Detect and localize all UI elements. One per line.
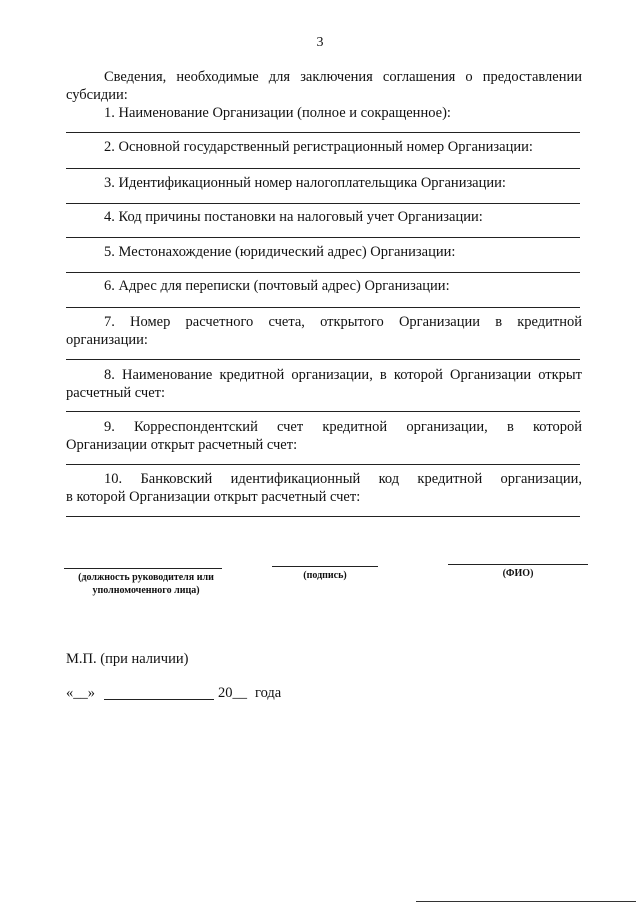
date-day: «__» bbox=[66, 685, 95, 701]
item-4-label: 4. Код причины постановки на налоговый учет Организации: bbox=[104, 209, 483, 225]
bottom-scan-line bbox=[416, 901, 636, 902]
item-9-field-line bbox=[66, 464, 580, 465]
item-5-label: 5. Местонахождение (юридический адрес) Организации: bbox=[104, 244, 456, 260]
item-7-field-line bbox=[66, 359, 580, 360]
item-7-label-line-2: организации: bbox=[66, 332, 148, 348]
signature-caption: (подпись) bbox=[303, 570, 347, 581]
item-6-field-line bbox=[66, 307, 580, 308]
signature-line bbox=[272, 566, 378, 567]
page-number: 3 bbox=[316, 35, 324, 50]
item-8-label-line-2: расчетный счет: bbox=[66, 385, 166, 401]
item-4-field-line bbox=[66, 237, 580, 238]
item-5-field-line bbox=[66, 272, 580, 273]
stamp-label: М.П. (при наличии) bbox=[66, 651, 189, 667]
item-8-field-line bbox=[66, 411, 580, 412]
item-2-label: 2. Основной государственный регистрационный номер Организации: bbox=[104, 139, 533, 155]
item-10-field-line bbox=[66, 516, 580, 517]
position-caption-line-2: уполномоченного лица) bbox=[92, 585, 200, 596]
item-9-label-line-2: Организации открыт расчетный счет: bbox=[66, 437, 298, 453]
date-year-suffix: года bbox=[255, 685, 282, 701]
name-line bbox=[448, 564, 588, 565]
date-month-line bbox=[104, 699, 214, 700]
position-signature-line bbox=[64, 568, 222, 569]
item-2-field-line bbox=[66, 168, 580, 169]
position-caption-line-1: (должность руководителя или bbox=[78, 572, 214, 583]
intro-line-1: Сведения, необходимые для заключения соглашения о предоставлении bbox=[104, 69, 582, 85]
item-3-field-line bbox=[66, 203, 580, 204]
date-year-prefix: 20__ bbox=[218, 685, 247, 701]
intro-line-2: субсидии: bbox=[66, 87, 128, 103]
item-9-label-line-1: 9. Корреспондентский счет кредитной организации, в которой bbox=[104, 419, 582, 435]
item-7-label-line-1: 7. Номер расчетного счета, открытого Организации в кредитной bbox=[104, 314, 582, 330]
item-1-label: 1. Наименование Организации (полное и сокращенное): bbox=[104, 105, 451, 121]
item-6-label: 6. Адрес для переписки (почтовый адрес) Организации: bbox=[104, 278, 450, 294]
item-1-field-line bbox=[66, 132, 580, 133]
item-3-label: 3. Идентификационный номер налогоплательщика Организации: bbox=[104, 175, 506, 191]
item-10-label-line-2: в которой Организации открыт расчетный счет: bbox=[66, 489, 361, 505]
item-8-label-line-1: 8. Наименование кредитной организации, в которой Организации открыт bbox=[104, 367, 582, 383]
name-caption: (ФИО) bbox=[502, 568, 534, 579]
item-10-label-line-1: 10. Банковский идентификационный код кредитной организации, bbox=[104, 471, 582, 487]
